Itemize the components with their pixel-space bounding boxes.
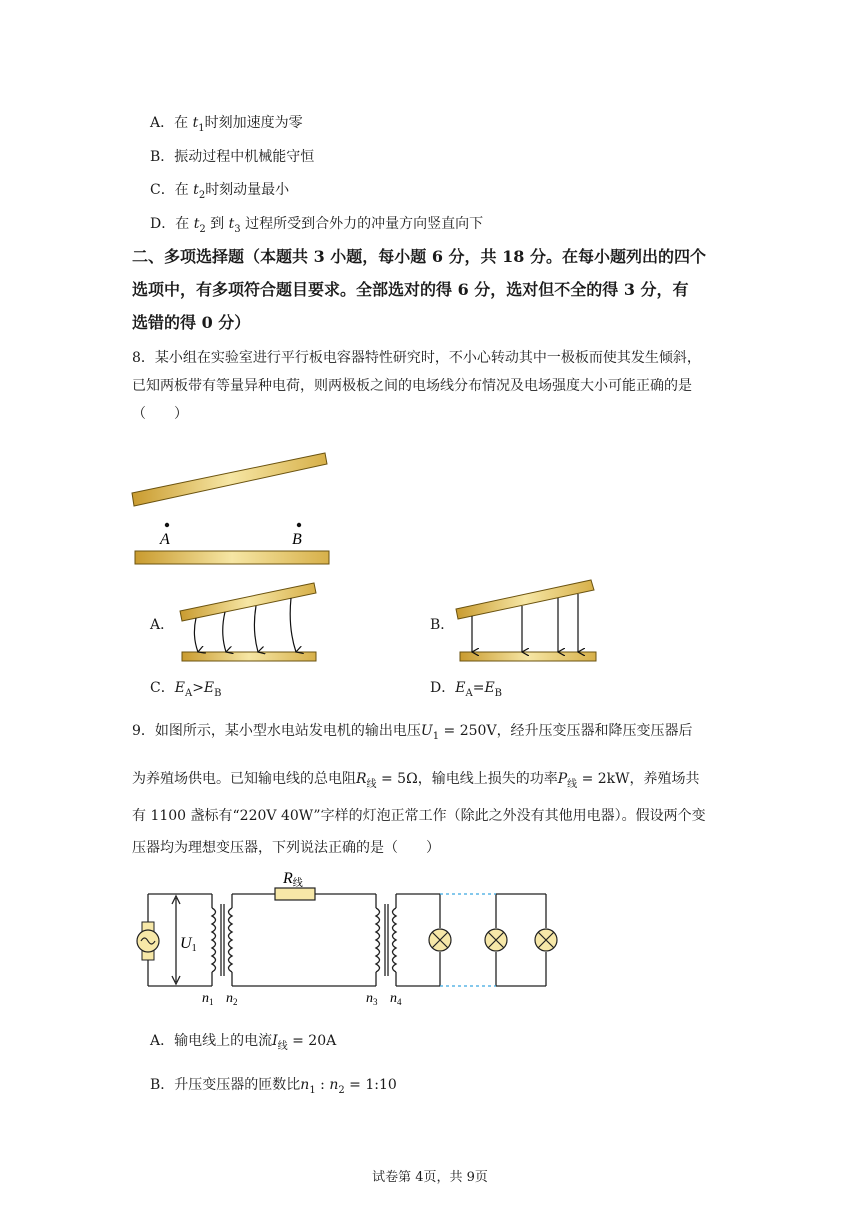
n3-label: $n_3$ bbox=[366, 991, 378, 1006]
q7-option-d: D．在 $t_2$ 到 $t_3$ 过程所受到合外力的冲量方向竖直向下 bbox=[150, 216, 484, 235]
q8-option-a-label: A． bbox=[150, 617, 175, 633]
q8-option-a-figure bbox=[170, 578, 330, 668]
q9-line2: 为养殖场供电。已知输电线的总电阻$R_线 = 5\Omega$，输电线上损失的功率$P_线 = 2kW$，养殖场共 bbox=[132, 770, 700, 790]
q7-option-a: A．在 $t_1$时刻加速度为零 bbox=[150, 115, 303, 134]
page-footer: 试卷第 4页，共 9页 bbox=[372, 1170, 488, 1185]
line-resistor bbox=[275, 888, 315, 900]
n4-label: $n_4$ bbox=[390, 991, 402, 1006]
point-a-dot bbox=[165, 523, 169, 527]
point-b-label: B bbox=[292, 531, 302, 548]
q7-option-c: C．在 $t_2$时刻动量最小 bbox=[150, 182, 290, 201]
lamp-icon bbox=[429, 929, 451, 951]
q9-option-a: A．输电线上的电流$I_线 = 20A$ bbox=[150, 1033, 337, 1052]
q9-circuit-diagram bbox=[130, 866, 570, 1006]
q9-stem bbox=[132, 710, 752, 806]
q9-stem-rest: 有 1100 盏标有“220V 40W”字样的灯泡正常工作（除此之外没有其他用电器）。假设两个变 压器均为理想变压器，下列说法正确的是（ ） bbox=[132, 808, 706, 856]
q8-option-b-label: B． bbox=[430, 617, 455, 633]
point-b-dot bbox=[297, 523, 301, 527]
voltage-label: U1 bbox=[180, 935, 197, 954]
lamp-icon bbox=[535, 929, 557, 951]
n2-label: $n_2$ bbox=[226, 991, 238, 1006]
tilted-plate bbox=[132, 453, 327, 506]
q8-option-c: C．$E_A>E_B$ bbox=[150, 680, 222, 699]
n1-label: $n_1$ bbox=[202, 991, 214, 1006]
q8-option-b-figure bbox=[450, 576, 610, 666]
q8-capacitor-figure bbox=[120, 440, 350, 575]
q9-option-b: B．升压变压器的匝数比$n_1$ : $n_2$ = 1:10 bbox=[150, 1077, 397, 1096]
q7-option-b: B．振动过程中机械能守恒 bbox=[150, 149, 315, 165]
lamp-icon bbox=[485, 929, 507, 951]
section-heading: 二、多项选择题（本题共 3 小题，每小题 6 分，共 18 分。在每小题列出的四个 选项中，有多项符合题目要求。全部选对的得 6 分，选对但不全的得 3 分，有 选错的得 0 分） bbox=[132, 247, 706, 332]
bottom-plate bbox=[135, 551, 329, 564]
point-a-label: A bbox=[160, 531, 170, 548]
q8-option-d: D．$E_A=E_B$ bbox=[430, 680, 503, 699]
resistor-label: R线 bbox=[283, 870, 303, 889]
q8-stem: 8．某小组在实验室进行平行板电容器特性研究时，不小心转动其中一极板而使其发生倾斜， 已知两板带有等量异种电荷，则两极板之间的电场线分布情况及电场强度大小可能正确的是 （ ） bbox=[132, 350, 701, 422]
q9-line1: 9．如图所示，某小型水电站发电机的输出电压$U_1 = 250V$，经升压变压器和降压变压器后 bbox=[132, 723, 693, 742]
